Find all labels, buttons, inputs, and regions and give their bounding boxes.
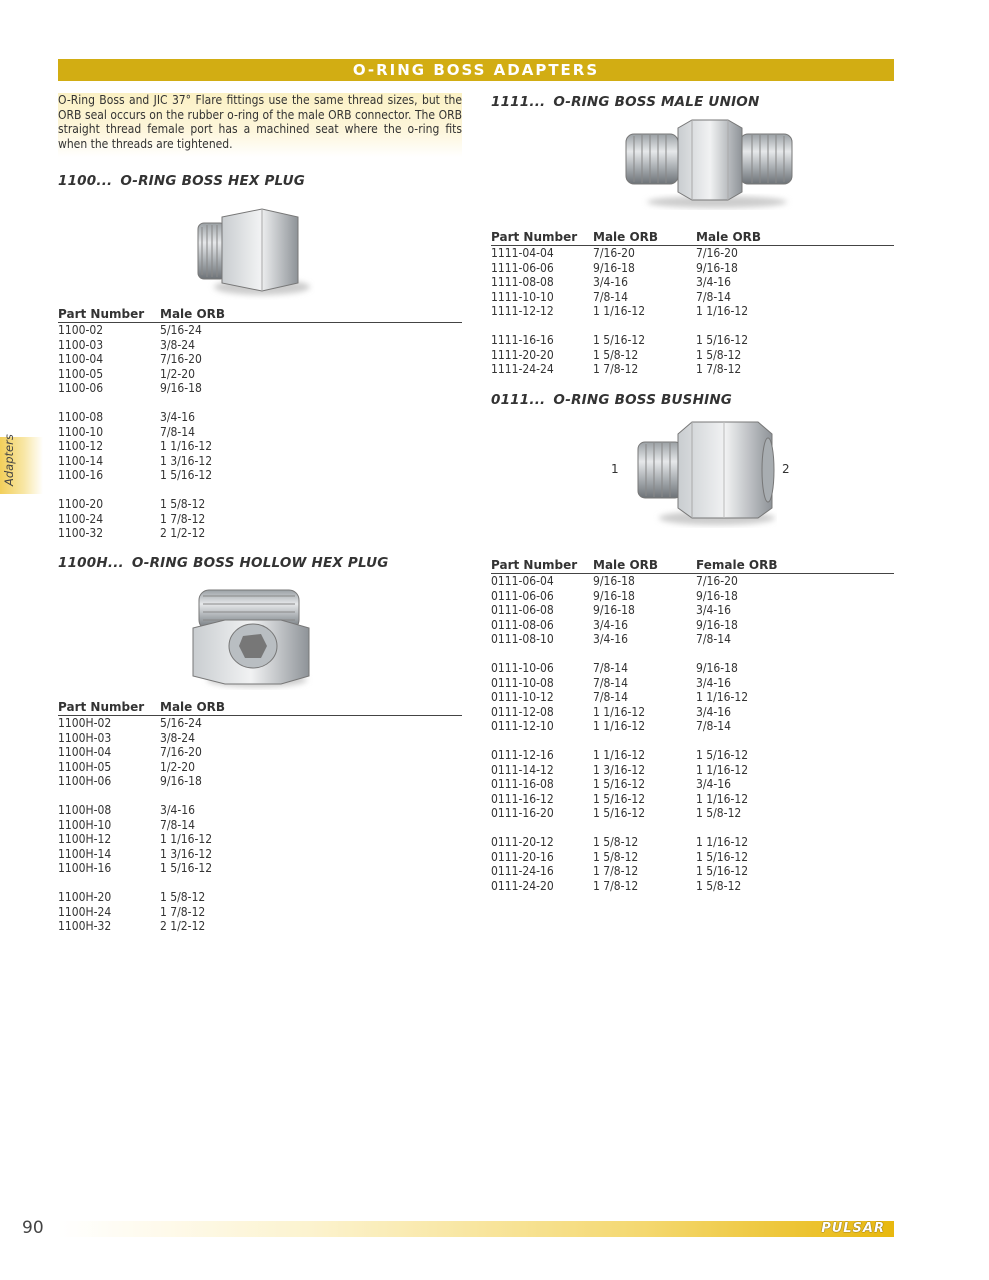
table-row [491, 618, 894, 633]
table-row [58, 439, 462, 454]
table-row [491, 705, 894, 720]
table-row [58, 760, 462, 775]
thread-size-cell: 5/16-24 [160, 323, 202, 337]
intro-paragraph: O-Ring Boss and JIC 37° Flare fittings use the same thread sizes, but the ORB seal occurs on the rubber o-ring of the male ORB connector. The ORB straight thread female port has a machined seat where the o-ring fits when the threads are tightened. [58, 93, 462, 157]
part-number-cell: 1100H-12 [58, 832, 112, 846]
table-row [491, 864, 894, 879]
thread-size-cell: 1 5/8-12 [696, 878, 742, 893]
thread-size-cell: 7/16-20 [160, 745, 202, 759]
table-row [58, 512, 462, 527]
thread-size-cell: 1 5/16-12 [696, 849, 749, 864]
part-number-cell: 1111-06-06 [491, 260, 554, 275]
table-row [491, 719, 894, 734]
bushing-image [632, 418, 777, 528]
thread-size-cell: 7/16-20 [696, 574, 738, 588]
table-row [491, 835, 894, 850]
thread-size-cell: 1 5/16-12 [160, 861, 213, 875]
part-number-cell: 1100H-05 [58, 759, 112, 774]
part-number-cell: 1100H-16 [58, 861, 112, 875]
thread-size-cell: 1 1/16-12 [696, 762, 749, 777]
header-female-orb: Female ORB [696, 558, 778, 572]
table-row [58, 367, 462, 382]
table-row [491, 275, 894, 290]
part-number-cell: 0111-12-16 [491, 748, 554, 762]
part-number-cell: 0111-10-08 [491, 675, 554, 690]
thread-size-cell: 5/16-24 [160, 716, 202, 730]
male-union-heading: O-RING BOSS MALE UNION [553, 94, 760, 110]
table-row [491, 879, 894, 894]
thread-size-cell: 1 5/16-12 [593, 806, 646, 820]
part-number-cell: 1111-12-12 [491, 304, 554, 318]
part-number-cell: 1111-10-10 [491, 289, 554, 304]
part-number-cell: 1100-08 [58, 410, 104, 424]
thread-size-cell: 9/16-18 [696, 617, 738, 632]
thread-size-cell: 7/16-20 [593, 246, 635, 260]
thread-size-cell: 1 1/16-12 [593, 304, 646, 318]
part-number-cell: 1100H-04 [58, 745, 112, 759]
thread-size-cell: 2 1/2-12 [160, 919, 206, 933]
thread-size-cell: 7/8-14 [696, 289, 732, 304]
part-number-cell: 0111-20-12 [491, 835, 554, 849]
brand-logo: PULSAR [821, 1221, 885, 1236]
header-part-number: Part Number [58, 700, 145, 714]
thread-size-cell: 3/4-16 [593, 632, 629, 646]
thread-size-cell: 1 5/16-12 [696, 748, 749, 762]
part-number-cell: 1100H-02 [58, 716, 112, 730]
table-row [58, 381, 462, 396]
part-number-cell: 0111-12-10 [491, 719, 554, 733]
table-rows [491, 246, 894, 377]
hollow-hex-plug-title [58, 555, 389, 571]
part-number-cell: 1100-03 [58, 337, 104, 352]
table-rows [58, 323, 462, 541]
thread-size-cell: 1 1/16-12 [696, 835, 749, 849]
male-union-code: 1111... [491, 94, 546, 110]
hollow-hex-plug-table [58, 700, 462, 934]
bushing-title [491, 392, 732, 408]
header-male-orb: Male ORB [160, 307, 226, 321]
part-number-cell: 1100H-32 [58, 919, 112, 933]
side-tab [0, 434, 43, 494]
thread-size-cell: 1 1/16-12 [160, 832, 213, 846]
table-row [491, 603, 894, 618]
hollow-hex-plug-heading: O-RING BOSS HOLLOW HEX PLUG [131, 555, 389, 571]
thread-size-cell: 9/16-18 [593, 574, 635, 588]
header-male-orb: Male ORB [593, 230, 659, 244]
thread-size-cell: 7/16-20 [160, 352, 202, 366]
table-row [58, 468, 462, 483]
table-row [58, 803, 462, 818]
part-number-cell: 1100H-20 [58, 890, 112, 904]
part-number-cell: 1100-10 [58, 424, 104, 439]
table-row [491, 850, 894, 865]
thread-size-cell: 1 5/16-12 [696, 864, 749, 878]
header-part-number: Part Number [491, 230, 578, 244]
thread-size-cell: 1 7/8-12 [593, 878, 639, 893]
thread-size-cell: 9/16-18 [593, 603, 635, 617]
section-banner: O-RING BOSS ADAPTERS [58, 59, 894, 81]
hex-plug-title [58, 173, 305, 189]
part-number-cell: 0111-06-08 [491, 603, 554, 617]
thread-size-cell: 1 5/16-12 [696, 333, 749, 347]
thread-size-cell: 3/4-16 [696, 704, 732, 719]
part-number-cell: 0111-06-06 [491, 588, 554, 603]
table-row [491, 690, 894, 705]
part-number-cell: 1100H-24 [58, 904, 112, 919]
table-row [491, 362, 894, 377]
table-row [491, 661, 894, 676]
header-part-number: Part Number [491, 558, 578, 572]
thread-size-cell: 3/4-16 [160, 803, 196, 817]
footer-bar [58, 1221, 894, 1237]
part-number-cell: 1111-08-08 [491, 275, 554, 289]
thread-size-cell: 1 7/8-12 [593, 362, 639, 376]
part-number-cell: 0111-24-20 [491, 878, 554, 893]
table-row [491, 589, 894, 604]
part-number-cell: 1111-04-04 [491, 246, 554, 260]
thread-size-cell: 1 7/8-12 [160, 511, 206, 526]
table-rows [58, 716, 462, 934]
table-row [58, 410, 462, 425]
part-number-cell: 1100-24 [58, 511, 104, 526]
table-row [491, 333, 894, 348]
table-row [58, 919, 462, 934]
thread-size-cell: 3/4-16 [696, 675, 732, 690]
table-row [58, 526, 462, 541]
bushing-heading: O-RING BOSS BUSHING [553, 392, 733, 408]
part-number-cell: 1100H-06 [58, 774, 112, 788]
page-number: 90 [22, 1218, 44, 1238]
table-row [491, 748, 894, 763]
table-row [491, 632, 894, 647]
thread-size-cell: 7/8-14 [593, 289, 629, 304]
thread-size-cell: 7/8-14 [593, 661, 629, 675]
thread-size-cell: 7/8-14 [593, 690, 629, 704]
table-header [491, 230, 894, 246]
thread-size-cell: 1 5/8-12 [696, 806, 742, 820]
male-union-table [491, 230, 894, 377]
table-row [491, 763, 894, 778]
thread-size-cell: 7/8-14 [696, 719, 732, 733]
table-row [58, 861, 462, 876]
thread-size-cell: 1 5/8-12 [593, 347, 639, 362]
side-tab-label: Adapters [2, 434, 16, 486]
table-row [491, 348, 894, 363]
thread-size-cell: 1 1/16-12 [696, 304, 749, 318]
table-row [58, 323, 462, 338]
table-row [58, 352, 462, 367]
table-row [58, 731, 462, 746]
table-row [58, 425, 462, 440]
callout-1: 1 [611, 462, 619, 476]
thread-size-cell: 1 5/8-12 [160, 890, 206, 904]
thread-size-cell: 1 5/8-12 [160, 497, 206, 511]
part-number-cell: 1100-14 [58, 453, 104, 468]
thread-size-cell: 1 5/8-12 [593, 849, 639, 864]
part-number-cell: 1100-12 [58, 439, 104, 453]
part-number-cell: 0111-24-16 [491, 864, 554, 878]
thread-size-cell: 1 1/16-12 [696, 690, 749, 704]
part-number-cell: 0111-16-20 [491, 806, 554, 820]
table-header [58, 700, 462, 716]
header-male-orb: Male ORB [593, 558, 659, 572]
thread-size-cell: 7/16-20 [696, 246, 738, 260]
thread-size-cell: 7/8-14 [593, 675, 629, 690]
table-row [491, 574, 894, 589]
table-header [491, 558, 894, 574]
table-row [491, 304, 894, 319]
header-male-orb-2: Male ORB [696, 230, 762, 244]
part-number-cell: 1100-32 [58, 526, 104, 540]
part-number-cell: 0111-08-10 [491, 632, 554, 646]
part-number-cell: 1111-20-20 [491, 347, 554, 362]
part-number-cell: 0111-16-12 [491, 791, 554, 806]
table-row [58, 338, 462, 353]
thread-size-cell: 9/16-18 [593, 260, 635, 275]
part-number-cell: 0111-14-12 [491, 762, 554, 777]
part-number-cell: 0111-16-08 [491, 777, 554, 791]
thread-size-cell: 1/2-20 [160, 366, 196, 381]
hollow-hex-plug-code: 1100H... [58, 555, 124, 571]
thread-size-cell: 9/16-18 [593, 588, 635, 603]
part-number-cell: 1100-16 [58, 468, 104, 482]
thread-size-cell: 1 1/16-12 [593, 748, 646, 762]
part-number-cell: 1100H-14 [58, 846, 112, 861]
thread-size-cell: 7/8-14 [696, 632, 732, 646]
thread-size-cell: 1 5/16-12 [593, 333, 646, 347]
thread-size-cell: 1/2-20 [160, 759, 196, 774]
table-row [58, 774, 462, 789]
part-number-cell: 1100H-03 [58, 730, 112, 745]
part-number-cell: 1100H-10 [58, 817, 112, 832]
part-number-cell: 1111-24-24 [491, 362, 554, 376]
bushing-code: 0111... [491, 392, 546, 408]
thread-size-cell: 9/16-18 [696, 588, 738, 603]
bushing-table [491, 558, 894, 893]
table-row [491, 792, 894, 807]
male-union-title [491, 94, 759, 110]
thread-size-cell: 9/16-18 [696, 260, 738, 275]
table-rows [491, 574, 894, 893]
thread-size-cell: 3/8-24 [160, 730, 196, 745]
table-row [58, 832, 462, 847]
thread-size-cell: 9/16-18 [160, 774, 202, 788]
thread-size-cell: 3/4-16 [160, 410, 196, 424]
thread-size-cell: 1 1/16-12 [593, 719, 646, 733]
table-row [58, 905, 462, 920]
thread-size-cell: 1 5/8-12 [696, 347, 742, 362]
thread-size-cell: 1 7/8-12 [593, 864, 639, 878]
thread-size-cell: 1 7/8-12 [696, 362, 742, 376]
table-row [491, 246, 894, 261]
thread-size-cell: 1 1/16-12 [696, 791, 749, 806]
table-row [58, 497, 462, 512]
thread-size-cell: 3/4-16 [593, 275, 629, 289]
header-part-number: Part Number [58, 307, 145, 321]
hex-plug-table [58, 307, 462, 541]
thread-size-cell: 9/16-18 [696, 661, 738, 675]
header-male-orb: Male ORB [160, 700, 226, 714]
hex-plug-heading: O-RING BOSS HEX PLUG [120, 173, 306, 189]
thread-size-cell: 7/8-14 [160, 817, 196, 832]
hex-plug-image [190, 205, 315, 300]
part-number-cell: 1100-04 [58, 352, 104, 366]
thread-size-cell: 2 1/2-12 [160, 526, 206, 540]
thread-size-cell: 1 7/8-12 [160, 904, 206, 919]
table-row [491, 806, 894, 821]
table-row [491, 676, 894, 691]
hollow-hex-plug-image [185, 580, 320, 690]
part-number-cell: 1111-16-16 [491, 333, 554, 347]
thread-size-cell: 3/8-24 [160, 337, 196, 352]
table-row [491, 777, 894, 792]
male-union-image [622, 118, 797, 210]
part-number-cell: 0111-12-08 [491, 704, 554, 719]
thread-size-cell: 7/8-14 [160, 424, 196, 439]
thread-size-cell: 1 5/16-12 [593, 777, 646, 791]
part-number-cell: 1100-06 [58, 381, 104, 395]
table-row [58, 454, 462, 469]
part-number-cell: 1100-20 [58, 497, 104, 511]
part-number-cell: 1100-02 [58, 323, 104, 337]
thread-size-cell: 1 3/16-12 [160, 453, 213, 468]
part-number-cell: 0111-06-04 [491, 574, 554, 588]
thread-size-cell: 3/4-16 [696, 603, 732, 617]
part-number-cell: 0111-10-12 [491, 690, 554, 704]
thread-size-cell: 3/4-16 [696, 275, 732, 289]
part-number-cell: 0111-10-06 [491, 661, 554, 675]
callout-2: 2 [782, 462, 790, 476]
table-row [491, 290, 894, 305]
table-row [58, 745, 462, 760]
thread-size-cell: 1 5/16-12 [593, 791, 646, 806]
part-number-cell: 1100H-08 [58, 803, 112, 817]
thread-size-cell: 1 5/16-12 [160, 468, 213, 482]
table-row [491, 261, 894, 276]
thread-size-cell: 1 1/16-12 [593, 704, 646, 719]
hex-plug-code: 1100... [58, 173, 113, 189]
thread-size-cell: 1 1/16-12 [160, 439, 213, 453]
thread-size-cell: 9/16-18 [160, 381, 202, 395]
thread-size-cell: 1 3/16-12 [160, 846, 213, 861]
table-row [58, 890, 462, 905]
thread-size-cell: 1 3/16-12 [593, 762, 646, 777]
table-row [58, 847, 462, 862]
table-row [58, 716, 462, 731]
part-number-cell: 0111-08-06 [491, 617, 554, 632]
thread-size-cell: 1 5/8-12 [593, 835, 639, 849]
part-number-cell: 1100-05 [58, 366, 104, 381]
table-row [58, 818, 462, 833]
table-header [58, 307, 318, 323]
thread-size-cell: 3/4-16 [696, 777, 732, 791]
thread-size-cell: 3/4-16 [593, 617, 629, 632]
part-number-cell: 0111-20-16 [491, 849, 554, 864]
